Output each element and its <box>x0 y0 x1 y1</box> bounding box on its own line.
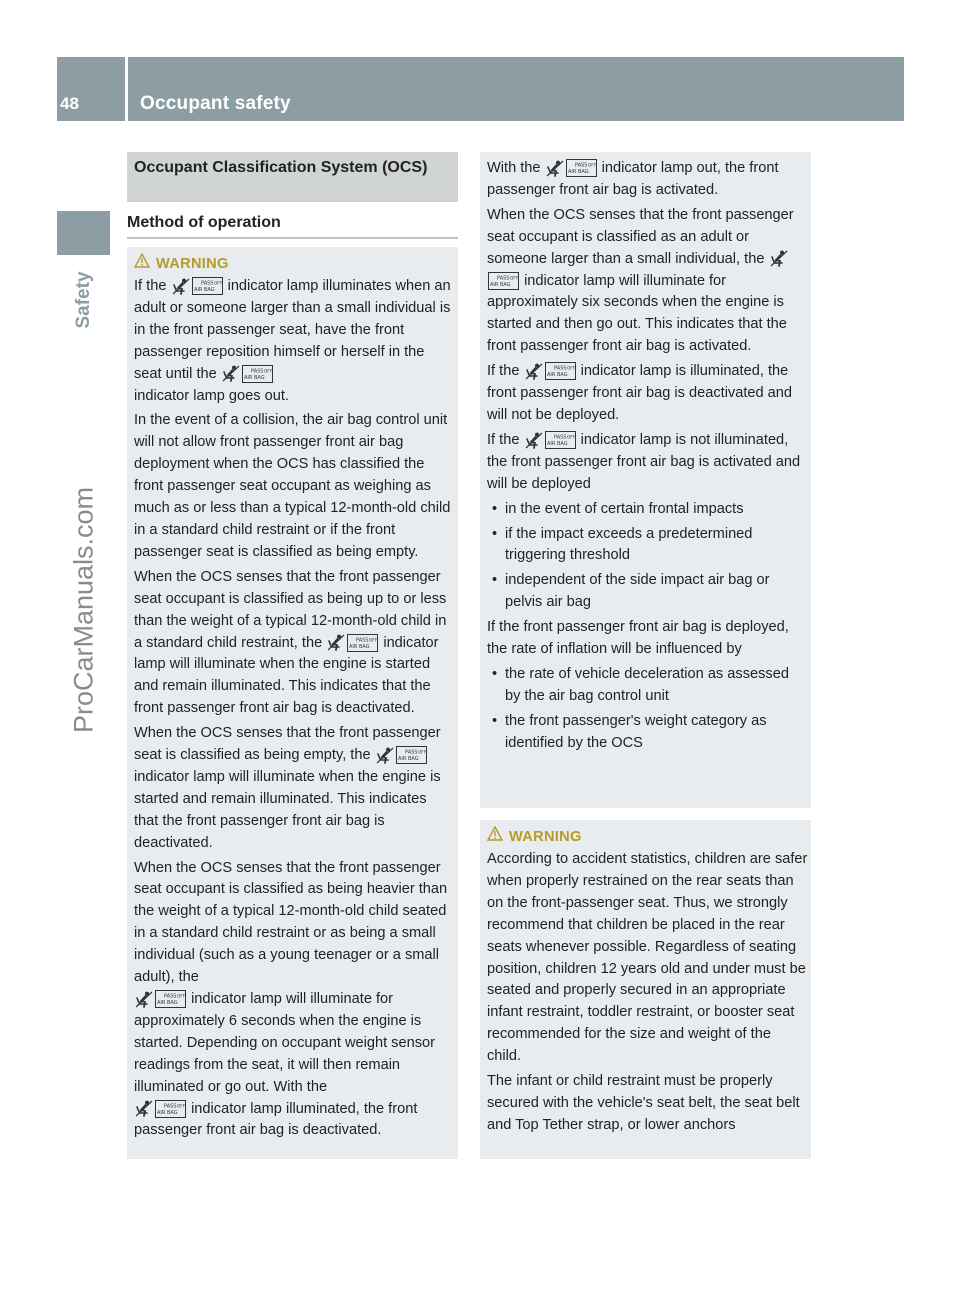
text-span: indicator lamp will illuminate for approximately 6 seconds when the engine is started. Depending on occupant weight sensor readings from the seat, it will then remain illuminated or go out. With the <box>134 991 435 1095</box>
svg-text:OFF: OFF <box>369 637 378 643</box>
seat-occupant-icon <box>525 432 543 449</box>
passenger-airbag-off-lamp-icon <box>524 363 577 379</box>
warning-header <box>487 826 808 848</box>
list-item <box>487 524 808 568</box>
passenger-airbag-off-lamp-icon <box>524 432 577 448</box>
pass-airbag-off-box-icon <box>192 277 223 295</box>
text-span: indicator lamp illuminates when an adult or someone larger than a small individual is in the front passenger seat, have the front passenger reposition himself or herself in the seat until the <box>134 278 451 382</box>
paragraph-r1 <box>487 158 808 202</box>
list-item <box>487 499 808 521</box>
svg-text:AIR BAG: AIR BAG <box>243 374 265 381</box>
warning-paragraph-r2: The infant or child restraint must be properly secured with the vehicle's seat belt, the seat belt and Top Tether strap, or lower anchors <box>487 1073 800 1133</box>
paragraph-4 <box>134 723 454 854</box>
pass-airbag-off-box-icon <box>347 634 378 652</box>
warning-panel-left <box>127 247 458 1159</box>
seat-occupant-icon <box>525 363 543 380</box>
bullet-dot: • <box>492 712 498 729</box>
section-tab-label: Safety <box>73 271 94 329</box>
svg-text:AIR BAG: AIR BAG <box>546 372 568 379</box>
svg-text:OFF: OFF <box>263 368 272 374</box>
svg-text:OFF: OFF <box>566 434 575 440</box>
bullet-dot: • <box>492 500 498 517</box>
svg-text:AIR BAG: AIR BAG <box>349 643 370 650</box>
text-span: indicator lamp is illuminated, the front passenger front air bag is deactivated and will not be deployed. <box>487 363 793 423</box>
paragraph-r2 <box>487 205 808 358</box>
passenger-airbag-off-lamp-icon <box>326 635 379 651</box>
list-item <box>487 570 808 614</box>
page-number: 48 <box>60 94 79 113</box>
seat-occupant-icon <box>135 991 153 1008</box>
svg-text:PASS: PASS <box>553 365 566 372</box>
pass-airbag-off-box-icon <box>155 990 186 1008</box>
paragraph-r4 <box>487 430 808 496</box>
seat-occupant-icon <box>172 278 190 295</box>
list-item-text: if the impact exceeds a predetermined triggering threshold <box>505 525 753 564</box>
svg-text:OFF: OFF <box>587 162 596 168</box>
warning-panel-right <box>480 820 811 1159</box>
text-span: indicator lamp out, the front passenger front air bag is activated. <box>487 160 779 198</box>
text-span: If the <box>487 363 520 380</box>
text-span: When the OCS senses that the front passenger seat occupant is classified as being up to or less than the weight of a typical 12-month-old child in a standard child restraint, the <box>134 568 447 651</box>
warning-triangle-icon <box>134 253 156 275</box>
svg-text:OFF: OFF <box>177 1103 186 1109</box>
text-span: indicator lamp is not illuminated, the front passenger front air bag is activated and will be deployed <box>487 431 801 492</box>
svg-text:AIR BAG: AIR BAG <box>157 1109 178 1116</box>
bullet-dot: • <box>492 572 498 589</box>
svg-text:OFF: OFF <box>213 280 222 286</box>
warning-label: WARNING <box>509 829 582 846</box>
text-span: indicator lamp illuminated, the front passenger front air bag is deactivated. <box>134 1100 418 1139</box>
text-span: indicator lamp goes out. <box>134 387 289 404</box>
passenger-airbag-off-lamp-icon <box>221 366 274 382</box>
seat-occupant-icon <box>327 634 345 651</box>
text-span: When the OCS senses that the front passenger seat occupant is classified as an adult or someone larger than a small individual, the <box>487 206 794 267</box>
warning-label: WARNING <box>156 256 229 273</box>
text-span: If the <box>134 278 167 294</box>
svg-text:PASS: PASS <box>404 749 418 756</box>
page-title: Occupant safety <box>140 93 291 114</box>
svg-text:AIR BAG: AIR BAG <box>193 287 215 294</box>
seat-occupant-icon <box>546 160 564 177</box>
passenger-airbag-off-lamp-icon <box>171 278 224 294</box>
paragraph-r3 <box>487 361 808 427</box>
svg-text:PASS: PASS <box>497 275 510 282</box>
text-span: When the OCS senses that the front passenger seat is classified as being empty, the <box>134 725 441 764</box>
seat-occupant-icon <box>222 365 240 382</box>
list-item-text: the rate of vehicle deceleration as assessed by the air bag control unit <box>505 665 789 704</box>
seat-occupant-icon <box>376 747 394 764</box>
list-item-text: the front passenger's weight category as identified by the OCS <box>505 712 767 751</box>
passenger-airbag-off-lamp-icon <box>375 747 428 763</box>
svg-text:AIR BAG: AIR BAG <box>546 441 568 448</box>
bullet-dot: • <box>492 665 498 682</box>
svg-text:AIR BAG: AIR BAG <box>397 756 419 763</box>
svg-text:PASS: PASS <box>574 162 588 169</box>
svg-text:PASS: PASS <box>200 280 213 287</box>
section-heading: Occupant Classification System (OCS) <box>134 159 428 176</box>
svg-text:AIR BAG: AIR BAG <box>490 281 511 288</box>
svg-text:PASS: PASS <box>164 993 177 1000</box>
passenger-airbag-off-lamp-icon <box>545 160 598 176</box>
pass-airbag-off-box-icon <box>396 746 427 764</box>
svg-text:OFF: OFF <box>566 365 575 371</box>
pass-airbag-off-box-icon <box>566 159 597 177</box>
passenger-airbag-off-lamp-icon <box>134 991 187 1007</box>
warning-paragraph-r1: According to accident statistics, children are safer when properly restrained on the rear seats than on the front-passenger seat. Thus, we strongly recommend that children be placed in the rear seats whenever possible. Regardless of seating position, children 12 years old and under must be seated and properly secured in an appropriate infant restraint, toddler restraint, or booster seat recommended for the size and weight of the child. <box>487 851 808 1065</box>
svg-text:OFF: OFF <box>510 275 519 281</box>
warning-paragraph-2: In the event of a collision, the air bag control unit will not allow front passenger front air bag deployment when the OCS has classified the front passenger seat occupant as weighing as much as or less than a typical 12-month-old child in a standard child restraint or if the front passenger seat is classified as being empty. <box>134 412 451 560</box>
bullet-dot: • <box>492 525 498 542</box>
pass-airbag-off-box-icon <box>242 365 273 383</box>
list-item <box>487 711 808 755</box>
subheading: Method of operation <box>127 214 281 231</box>
svg-text:OFF: OFF <box>417 749 426 755</box>
svg-text:PASS: PASS <box>164 1103 177 1110</box>
svg-text:PASS: PASS <box>553 434 566 441</box>
text-span: With the <box>487 160 541 176</box>
subheading-rule <box>127 237 458 239</box>
pass-airbag-off-box-icon <box>545 362 576 380</box>
warning-paragraph-1 <box>134 276 454 407</box>
section-heading-box <box>127 152 458 202</box>
paragraph-5 <box>134 858 454 1143</box>
passenger-airbag-off-lamp-icon <box>134 1101 187 1117</box>
warning-header <box>134 253 454 275</box>
svg-text:OFF: OFF <box>177 993 186 999</box>
svg-text:PASS: PASS <box>356 637 369 644</box>
svg-text:PASS: PASS <box>250 368 264 375</box>
pass-airbag-off-box-icon <box>155 1100 186 1118</box>
seat-occupant-icon <box>770 250 788 267</box>
list-item-text: in the event of certain frontal impacts <box>505 500 744 517</box>
header-divider <box>125 57 128 121</box>
info-panel-right <box>480 152 811 808</box>
svg-text:AIR BAG: AIR BAG <box>567 169 589 176</box>
seat-occupant-icon <box>135 1100 153 1117</box>
paragraph-r5: If the front passenger front air bag is deployed, the rate of inflation will be influenced by <box>487 619 789 658</box>
watermark: ProCarManuals.com <box>68 486 99 734</box>
svg-text:AIR BAG: AIR BAG <box>157 1000 178 1007</box>
warning-triangle-icon <box>487 826 509 848</box>
pass-airbag-off-box-icon <box>545 431 576 449</box>
pass-airbag-off-box-icon <box>488 272 519 290</box>
text-span: indicator lamp will illuminate for approximately six seconds when the engine is started and then go out. This indicates that the front passenger front air bag is activated. <box>487 272 787 355</box>
list-item-text: independent of the side impact air bag or pelvis air bag <box>505 572 770 611</box>
text-span: indicator lamp will illuminate when the engine is started and remain illuminated. This indicates that the front passenger front air bag is deactivated. <box>134 634 439 717</box>
text-span: When the OCS senses that the front passenger seat occupant is classified as being heavier than the weight of a typical 12-month-old child seated in a standard child restraint or as being a small individual (such as a young teenager or a small adult), the <box>134 859 448 986</box>
text-span: indicator lamp will illuminate when the engine is started and remain illuminated. This indicates that the front passenger front air bag is deactivated. <box>134 768 441 851</box>
section-tab-marker <box>57 211 110 255</box>
list-item <box>487 664 808 708</box>
paragraph-3 <box>134 567 454 720</box>
text-span: If the <box>487 431 520 448</box>
